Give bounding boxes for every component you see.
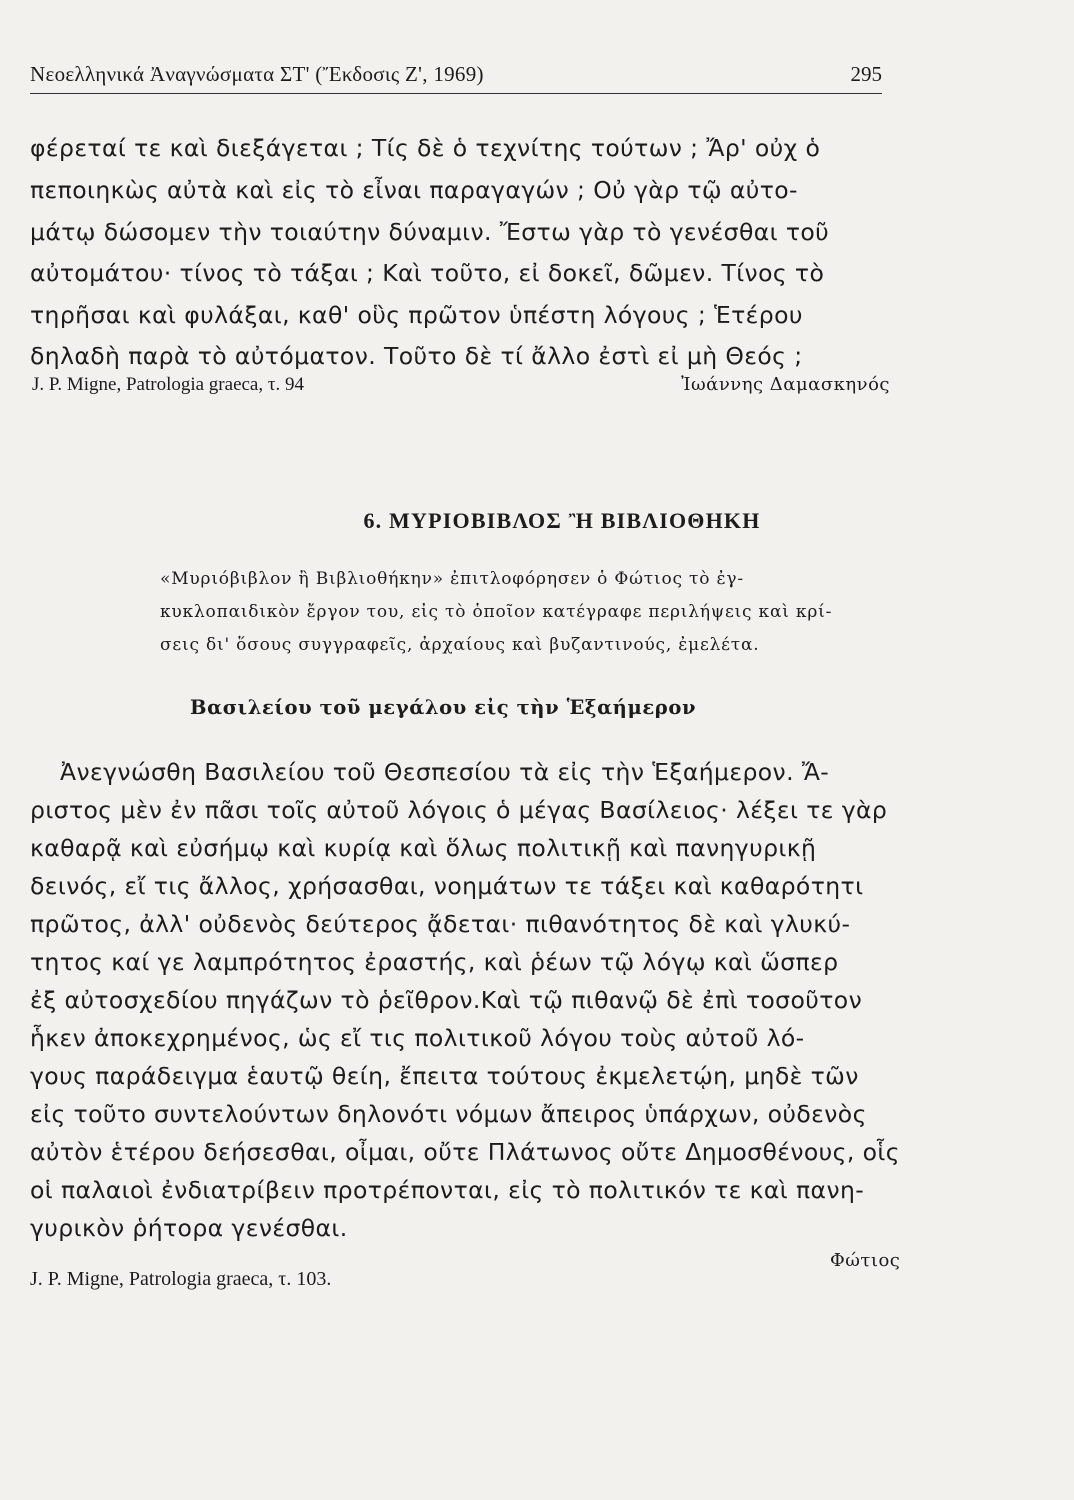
text-line: τητος καί γε λαμπρότητος ἐραστής, καὶ ῥέων τῷ λόγῳ καὶ ὥσπερ: [30, 948, 839, 976]
text-line: εἰς τοῦτο συντελούντων δηλονότι νόμων ἄπειρος ὑπάρχων, οὐδενὸς: [30, 1100, 867, 1128]
text-line: Ἀνεγνώσθη Βασιλείου τοῦ Θεσπεσίου τὰ εἰς τὴν Ἑξαήμερον. Ἄ-: [60, 758, 830, 786]
text-line: φέρεταί τε καὶ διεξάγεται ; Τίς δὲ ὁ τεχνίτης τούτων ; Ἄρ' οὐχ ὁ: [30, 134, 821, 162]
text-line: ἐξ αὐτοσχεδίου πηγάζων τὸ ῥεῖθρον.Καὶ τῷ πιθανῷ δὲ ἐπὶ τοσοῦτον: [30, 986, 863, 1014]
author-name: Ἰωάννης Δαμασκηνός: [681, 374, 890, 395]
text-line: πρῶτος, ἀλλ' οὐδενὸς δεύτερος ᾄδεται· πιθανότητος δὲ καὶ γλυκύ-: [30, 910, 851, 938]
text-line: αὐτὸν ἑτέρου δεήσεσθαι, οἶμαι, οὔτε Πλάτωνος οὔτε Δημοσθένους, οἷς: [30, 1138, 900, 1166]
intro-line: σεις δι' ὅσους συγγραφεῖς, ἀρχαίους καὶ βυζαντινούς, ἐμελέτα.: [160, 635, 760, 655]
author-name: Φώτιος: [830, 1250, 901, 1271]
text-line: δηλαδὴ παρὰ τὸ αὐτόματον. Τοῦτο δὲ τί ἄλλο ἐστὶ εἰ μὴ Θεός ;: [30, 342, 803, 370]
section-heading: 6. ΜΥΡΙΟΒΙΒΛΟΣ Ἢ ΒΙΒΛΙΟΘΗΚΗ: [363, 508, 761, 533]
subheading: Βασιλείου τοῦ μεγάλου εἰς τὴν Ἑξαήμερον: [190, 696, 697, 719]
intro-line: κυκλοπαιδικὸν ἔργον του, εἰς τὸ ὁποῖον κατέγραφε περιλήψεις καὶ κρί-: [160, 602, 833, 622]
running-header: [30, 62, 882, 94]
intro-line: «Μυριόβιβλον ἢ Βιβλιοθήκην» ἐπιτλοφόρησεν ὁ Φώτιος τὸ ἐγ-: [160, 569, 744, 589]
text-line: γυρικὸν ῥήτορα γενέσθαι.: [30, 1214, 348, 1242]
text-line: ἧκεν ἀποκεχρημένος, ὡς εἴ τις πολιτικοῦ λόγου τοὺς αὐτοῦ λό-: [30, 1024, 805, 1052]
top-citation: [32, 374, 890, 396]
text-line: αὐτομάτου· τίνος τὸ τάξαι ; Καὶ τοῦτο, εἰ δοκεῖ, δῶμεν. Τίνος τὸ: [30, 259, 825, 287]
text-line: μάτῳ δώσομεν τὴν τοιαύτην δύναμιν. Ἔστω γὰρ τὸ γενέσθαι τοῦ: [30, 218, 830, 246]
text-line: ριστος μὲν ἐν πᾶσι τοῖς αὐτοῦ λόγοις ὁ μέγας Βασίλειος· λέξει τε γὰρ: [30, 796, 888, 824]
page-number: 295: [850, 62, 882, 86]
text-line: καθαρᾷ καὶ εὐσήμῳ καὶ κυρίᾳ καὶ ὅλως πολιτικῇ καὶ πανηγυρικῇ: [30, 834, 817, 862]
text-line: δεινός, εἴ τις ἄλλος, χρήσασθαι, νοημάτων τε τάξει καὶ καθαρότητι: [30, 872, 864, 900]
text-line: οἱ παλαιοὶ ἐνδιατρίβειν προτρέπονται, εἰς τὸ πολιτικόν τε καὶ πανη-: [30, 1176, 865, 1204]
source-reference: J. P. Migne, Patrologia graeca, τ. 103.: [30, 1268, 332, 1290]
text-line: τηρῆσαι καὶ φυλάξαι, καθ' οὓς πρῶτον ὑπέστη λόγους ; Ἑτέρου: [30, 301, 803, 329]
header-title: Νεοελληνικά Ἀναγνώσματα ΣΤ' (Ἔκδοσις Ζ', 1969): [30, 62, 484, 86]
source-reference: J. P. Migne, Patrologia graeca, τ. 94: [32, 374, 305, 395]
text-line: γους παράδειγμα ἑαυτῷ θείη, ἔπειτα τούτους ἐκμελετῴη, μηδὲ τῶν: [30, 1062, 859, 1090]
text-line: πεποιηκὼς αὐτὰ καὶ εἰς τὸ εἶναι παραγαγών ; Οὐ γὰρ τῷ αὐτο-: [30, 176, 798, 204]
